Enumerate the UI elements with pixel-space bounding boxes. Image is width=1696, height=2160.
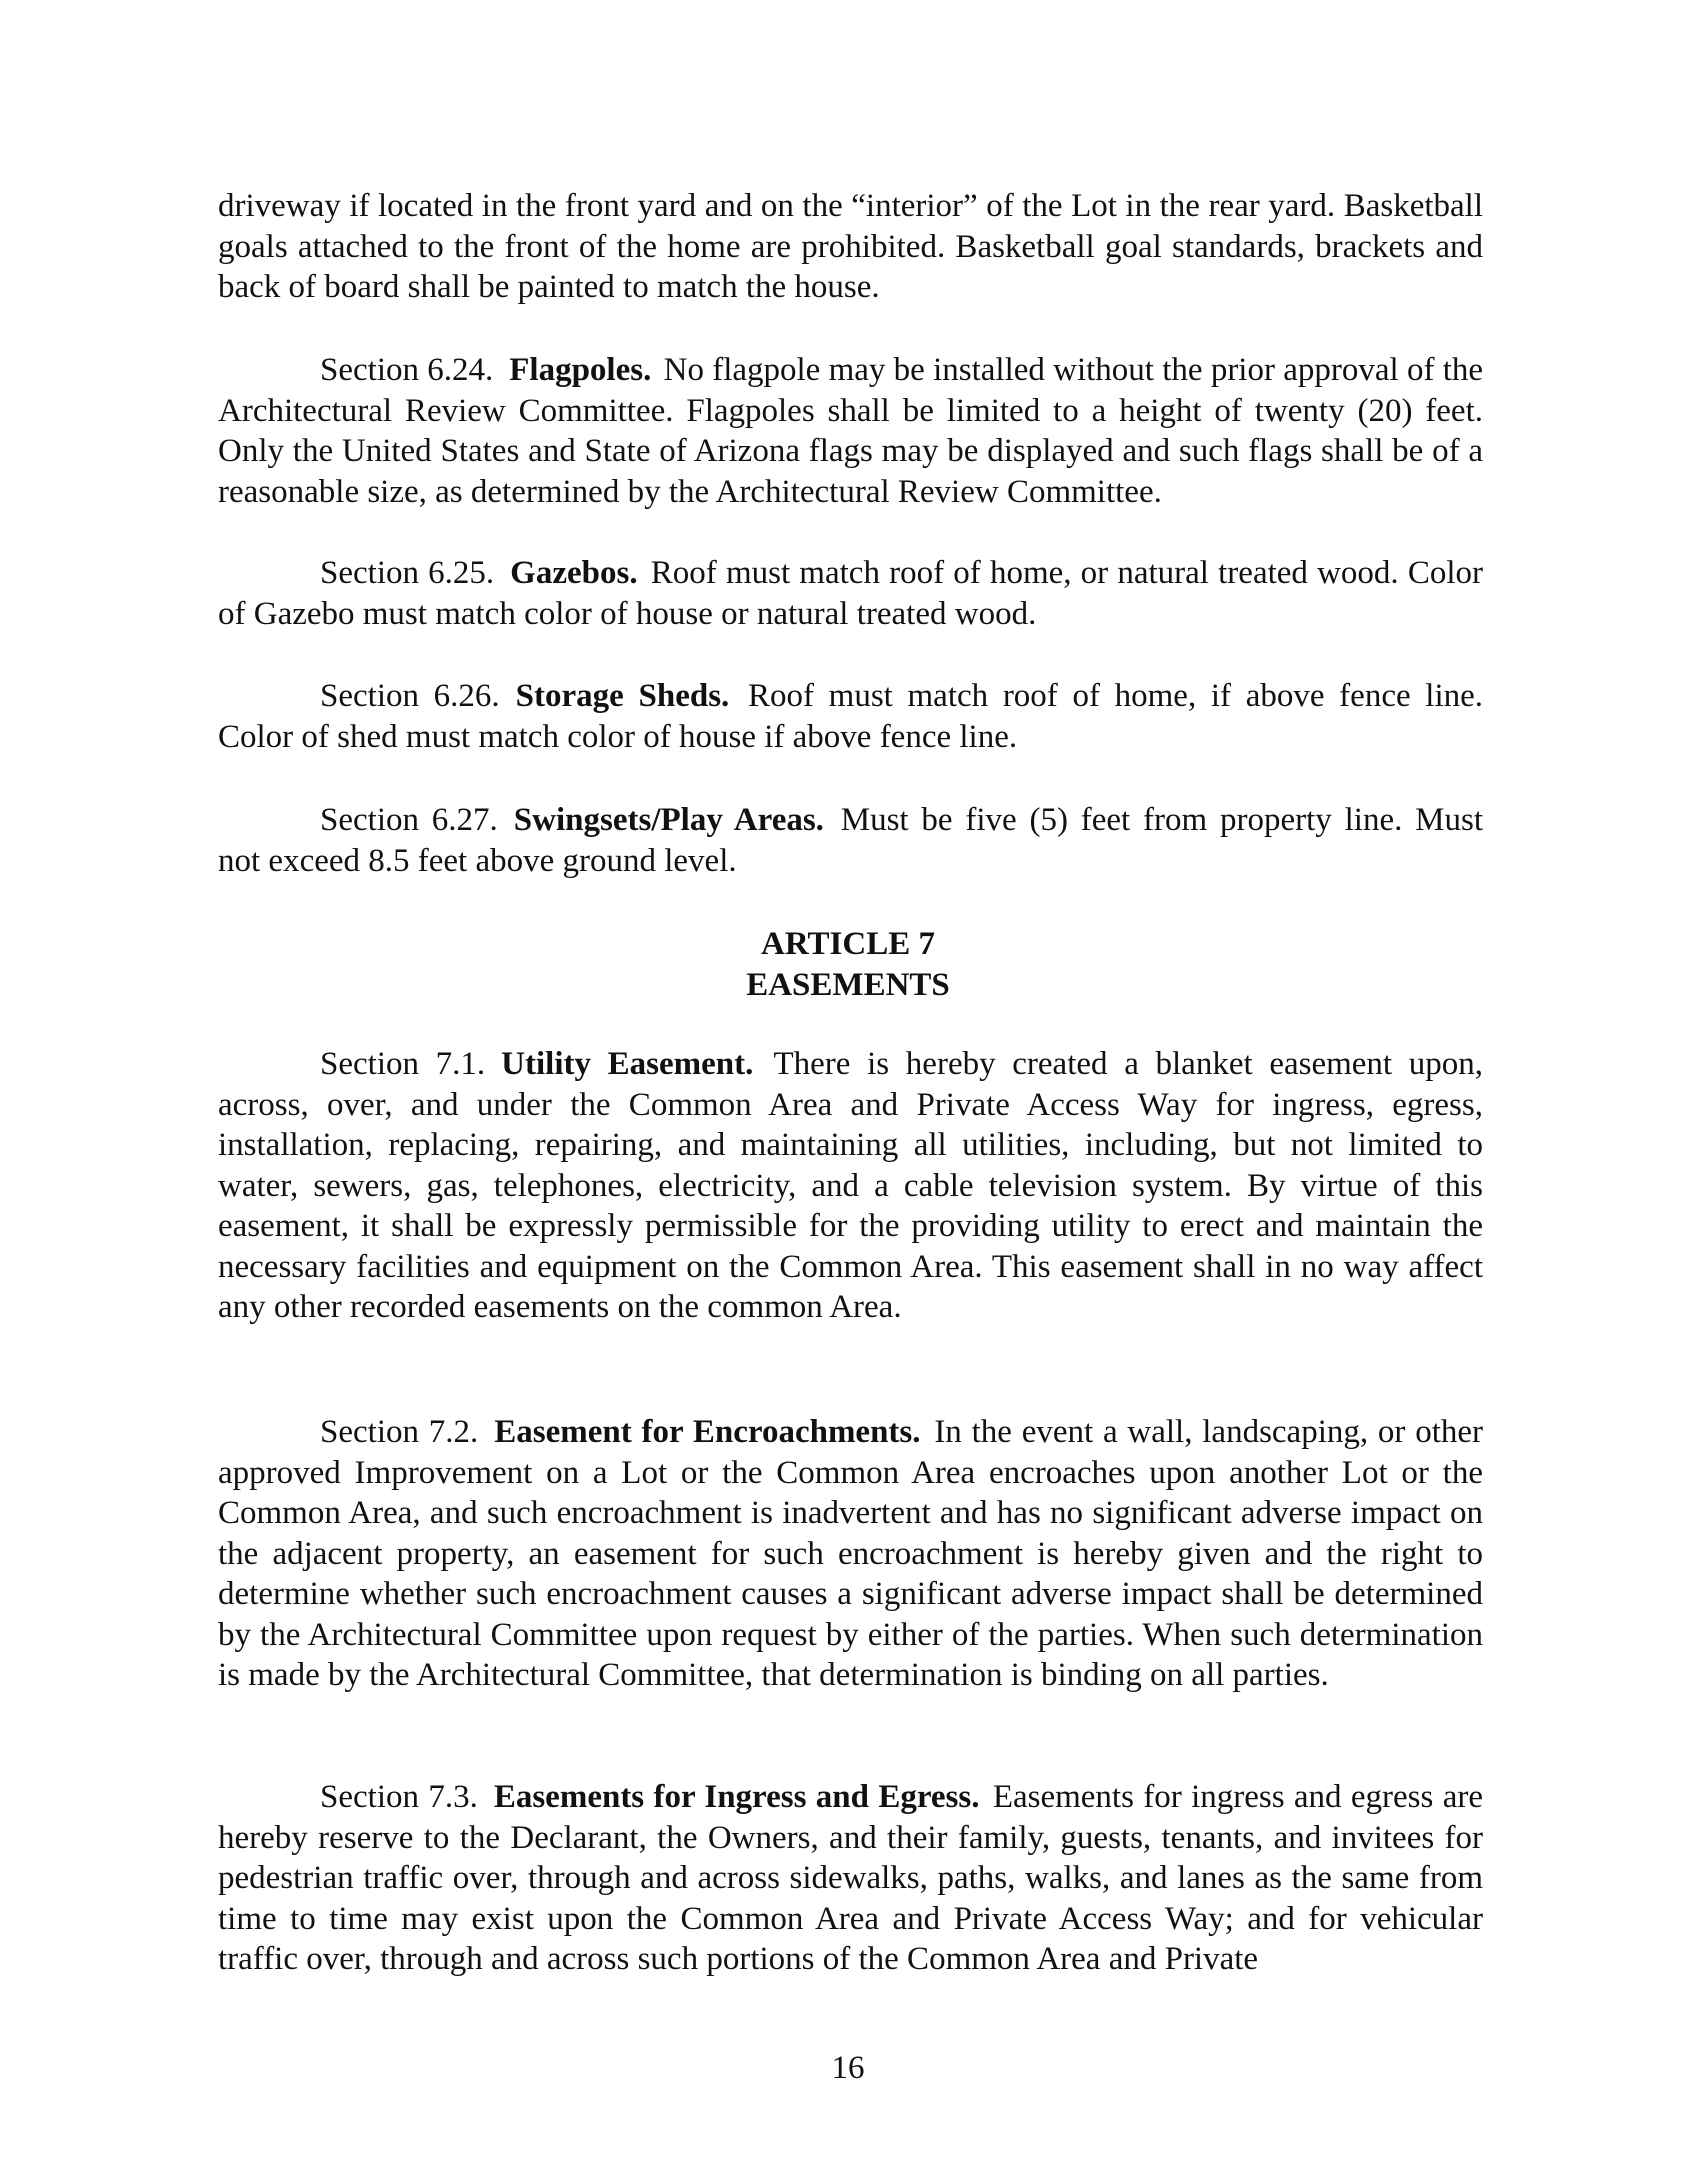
section-number: Section 6.25. [320,555,495,591]
section-title: Utility Easement. [501,1046,754,1082]
continuation-paragraph: driveway if located in the front yard and on the “interior” of the Lot in the rear yard. Basketball goals attached to the front of the home are prohibited. Basketball goal standards, brackets and back of board shall be painted to match the house. [218,188,1483,305]
article-number: ARTICLE 7 [761,926,935,962]
section-body: No flagpole may be installed without the prior approval of the Architectural Review Committee. Flagpoles shall be limited to a height of twenty (20) feet. Only the United States and State of Arizona flags may be displayed and such flags shall be of a reasonable size, as determined by the Architectural Review Committee. [218,352,1484,510]
section-7-1 [218,1044,1483,1328]
section-title: Easements for Ingress and Egress. [493,1779,980,1815]
section-number: Section 7.2. [320,1414,479,1450]
section-body: In the event a wall, landscaping, or other approved Improvement on a Lot or the Common Area encroaches upon another Lot or the Common Area, and such encroachment is inadvertent and has no significant adverse impact on the adjacent property, an easement for such encroachment is hereby given and the right to determine whether such encroachment causes a significant adverse impact shall be determined by the Architectural Committee upon request by either of the parties. When such determination is made by the Architectural Committee, that determination is binding on all parties. [218,1414,1483,1693]
section-body: Roof must match roof of home, if above fence line. Color of shed must match color of house if above fence line. [218,678,1484,755]
section-body: Must be five (5) feet from property line. Must not exceed 8.5 feet above ground level. [218,802,1484,879]
article-title: EASEMENTS [746,967,950,1003]
section-body: Roof must match roof of home, or natural treated wood. Color of Gazebo must match color of house or natural treated wood. [218,555,1484,632]
section-title: Easement for Encroachments. [494,1414,921,1450]
section-number: Section 7.3. [320,1779,478,1815]
section-6-24 [218,350,1483,512]
section-title: Flagpoles. [509,352,652,388]
section-title: Storage Sheds. [515,678,730,714]
section-6-25 [218,553,1483,634]
section-number: Section 6.24. [320,352,494,388]
section-body: Easements for ingress and egress are hereby reserve to the Declarant, the Owners, and their family, guests, tenants, and invitees for pedestrian traffic over, through and across sidewalks, paths, walks, and lanes as the same from time to time may exist upon the Common Area and Private Access Way; and for vehicular traffic over, through and across such portions of the Common Area and Private [218,1779,1483,1977]
section-title: Gazebos. [510,555,638,591]
continuation-block [218,186,1483,308]
section-7-3 [218,1777,1483,1980]
section-6-27 [218,800,1483,881]
page-number: 16 [831,2050,865,2086]
section-6-26 [218,676,1483,757]
section-number: Section 6.27. [320,802,498,838]
article-heading [0,924,1696,1006]
section-number: Section 7.1. [320,1046,486,1082]
section-body: There is hereby created a blanket easement upon, across, over, and under the Common Area and Private Access Way for ingress, egress, installation, replacing, repairing, and maintaining all utilities, including, but not limited to water, sewers, gas, telephones, electricity, and a cable television system. By virtue of this easement, it shall be expressly permissible for the providing utility to erect and maintain the necessary facilities and equipment on the Common Area. This easement shall in no way affect any other recorded easements on the common Area. [218,1046,1484,1325]
section-7-2 [218,1412,1483,1696]
section-number: Section 6.26. [320,678,500,714]
section-title: Swingsets/Play Areas. [513,802,824,838]
